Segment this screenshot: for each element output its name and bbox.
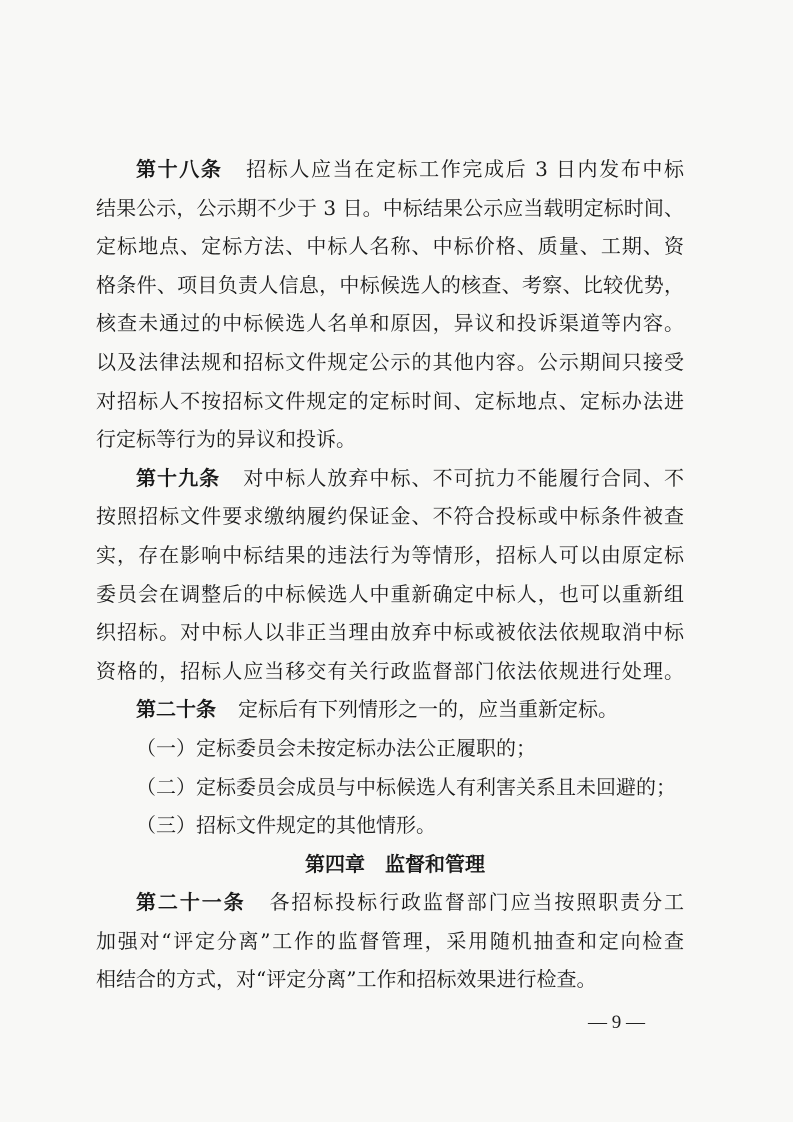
article-19-title: 第十九条 <box>136 465 221 490</box>
article-21-first-line <box>96 883 684 922</box>
chapter-heading: 第四章 监督和管理 <box>305 851 485 876</box>
article-19-line: 实，存在影响中标结果的违法行为等情形，招标人可以由原定标 <box>96 542 684 567</box>
article-19-line: 资格的，招标人应当移交有关行政监督部门依法依规进行处理。 <box>96 658 684 683</box>
article-18-text: 招标人应当在定标工作完成后 3 日内发布中标 <box>244 157 684 181</box>
article-18-first-line <box>96 150 684 189</box>
article-18-line: 对招标人不按招标文件规定的定标时间、定标地点、定标办法进 <box>96 388 684 413</box>
article-20-item: （三）招标文件规定的其他情形。 <box>136 813 436 838</box>
document-body <box>96 150 684 999</box>
article-19-line: 委员会在调整后的中标候选人中重新确定中标人，也可以重新组 <box>96 581 684 606</box>
article-21-line: 相结合的方式，对“评定分离”工作和招标效果进行检查。 <box>96 967 597 992</box>
article-18-line: 以及法律法规和招标文件规定公示的其他内容。公示期间只接受 <box>96 349 684 374</box>
page-number: — 9 — <box>588 1012 645 1033</box>
article-20-first-line <box>96 690 684 729</box>
article-19-text: 对中标人放弃中标、不可抗力不能履行合同、不 <box>242 465 684 490</box>
article-18-line: 核查未通过的中标候选人名单和原因，异议和投诉渠道等内容。 <box>96 311 684 336</box>
article-21-text: 各招标投标行政监督部门应当按照职责分工 <box>267 890 684 915</box>
article-21-title: 第二十一条 <box>136 890 246 915</box>
article-21-line: 加强对“评定分离”工作的监督管理，采用随机抽查和定向检查 <box>96 928 684 953</box>
article-20-item: （二）定标委员会成员与中标候选人有利害关系且未回避的； <box>136 774 676 799</box>
article-19-line: 织招标。对中标人以非正当理由放弃中标或被依法依规取消中标 <box>96 620 684 645</box>
article-20-title: 第二十条 <box>136 697 216 722</box>
article-18-line: 行定标等行为的异议和投诉。 <box>96 427 356 452</box>
article-18-line: 定标地点、定标方法、中标人名称、中标价格、质量、工期、资 <box>96 234 684 259</box>
article-20-text: 定标后有下列情形之一的，应当重新定标。 <box>238 697 618 722</box>
article-18-line: 格条件、项目负责人信息，中标候选人的核查、考察、比较优势， <box>96 272 684 297</box>
article-18-title: 第十八条 <box>136 157 223 181</box>
article-18-line: 结果公示，公示期不少于 3 日。中标结果公示应当载明定标时间、 <box>96 195 684 220</box>
article-19-first-line <box>96 459 684 498</box>
article-20-item: （一）定标委员会未按定标办法公正履职的； <box>136 735 536 760</box>
article-19-line: 按照招标文件要求缴纳履约保证金、不符合投标或中标条件被查 <box>96 504 684 529</box>
